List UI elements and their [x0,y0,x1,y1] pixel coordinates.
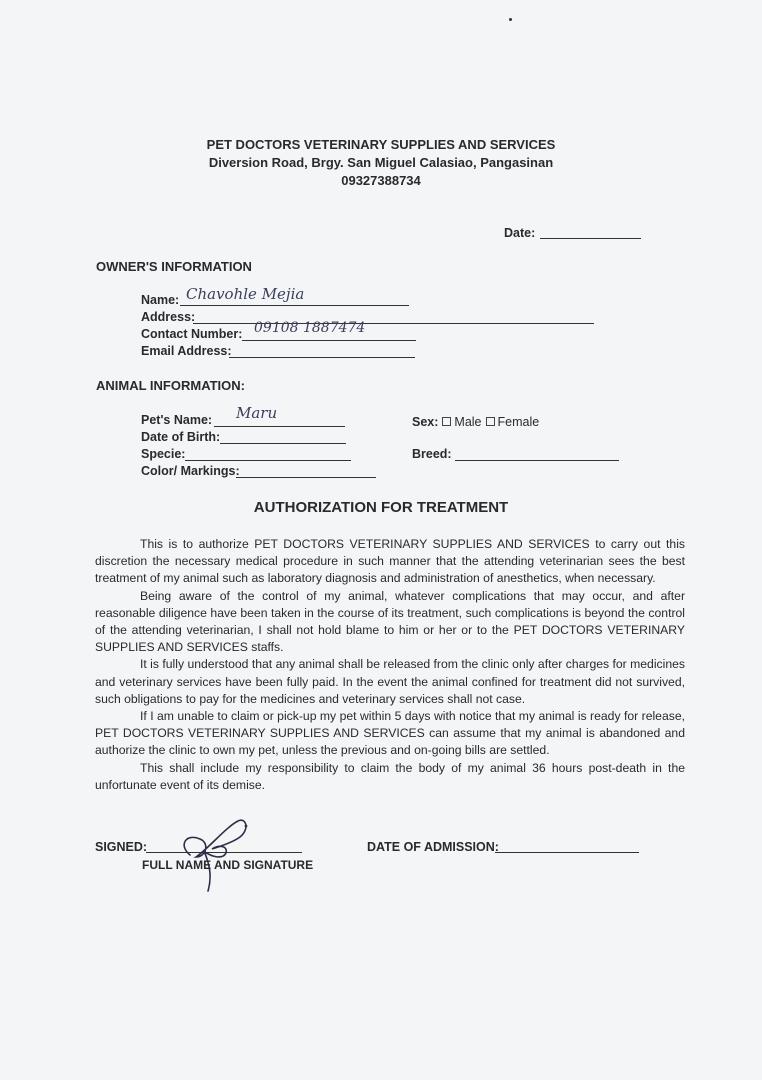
color-markings-field[interactable] [236,477,376,478]
dob-label: Date of Birth: [141,430,221,444]
specie-label: Specie: [141,447,186,461]
company-address: Diversion Road, Brgy. San Miguel Calasiao, Pangasinan [208,155,554,170]
color-markings-label: Color/ Markings: [141,464,240,478]
authorization-paragraph: If I am unable to claim or pick-up my pet within 5 days with notice that my animal is ready for release, PET DOCTORS VETERINARY SUPPLIES AND SERVICES can assume that my animal is abandoned and authorize the clinic to own my pet, unless the previous and on-going bills are settled. [95,709,685,758]
email-field[interactable] [229,357,415,358]
pet-name-handwritten: Maru [236,404,278,422]
email-label: Email Address: [141,344,232,358]
male-option-label: Male [454,415,482,429]
authorization-body [95,536,685,794]
contact-number-field[interactable] [242,340,416,341]
breed-field[interactable] [455,460,619,461]
owner-name-field[interactable] [180,305,409,306]
owner-section-title: OWNER'S INFORMATION [96,259,252,274]
pet-name-label: Pet's Name: [141,413,213,427]
authorization-paragraph: This is to authorize PET DOCTORS VETERINARY SUPPLIES AND SERVICES to carry out this discretion the necessary medical procedure in such manner that the attending veterinarian sees the best treatment of my animal such as laboratory diagnosis and administration of anesthetics, when necessary. [95,537,685,586]
contact-number-handwritten: 09108 1887474 [254,320,366,336]
authorization-paragraph: This shall include my responsibility to claim the body of my animal 36 hours post-death in the unfortunate event of its demise. [95,760,685,792]
owner-name-handwritten: Chavohle Mejia [186,285,305,303]
date-field[interactable] [540,238,641,239]
scan-speck [509,18,512,21]
signed-label: SIGNED: [95,840,148,854]
contact-number-label: Contact Number: [141,327,243,341]
sex-row [412,413,539,431]
sex-label: Sex: [412,415,439,429]
signature-caption: FULL NAME AND SIGNATURE [142,858,314,872]
specie-field[interactable] [185,460,351,461]
company-name: PET DOCTORS VETERINARY SUPPLIES AND SERVICES [206,137,556,152]
authorization-paragraph: Being aware of the control of my animal, whatever complications that may occur, and after reasonable diligence have been taken in the course of its treatment, such complications is beyond the control of the attending veterinarian, I shall not hold blame to him or her or to the PET DOCTORS VETERINARY SUPPLIES AND SERVICES staffs. [95,588,685,655]
company-phone: 09327388734 [341,173,421,188]
owner-name-label: Name: [141,293,180,307]
pet-name-field[interactable] [214,426,345,427]
date-label: Date: [504,226,536,240]
authorization-title: AUTHORIZATION FOR TREATMENT [253,499,509,516]
animal-section-title: ANIMAL INFORMATION: [96,378,245,393]
breed-label: Breed: [412,447,452,461]
dob-field[interactable] [220,443,346,444]
male-checkbox[interactable] [442,417,451,426]
date-of-admission-field[interactable] [495,852,639,853]
handwritten-signature [168,805,258,895]
owner-address-label: Address: [141,310,196,324]
female-option-label: Female [497,415,540,429]
authorization-paragraph: It is fully understood that any animal shall be released from the clinic only after charges for medicines and veterinary services have been fully paid. In the event the animal confined for treatment did not survived, such obligations to pay for the medicines and veterinary services shall not case. [95,657,685,706]
date-of-admission-label: DATE OF ADMISSION: [367,840,499,854]
female-checkbox[interactable] [486,417,495,426]
